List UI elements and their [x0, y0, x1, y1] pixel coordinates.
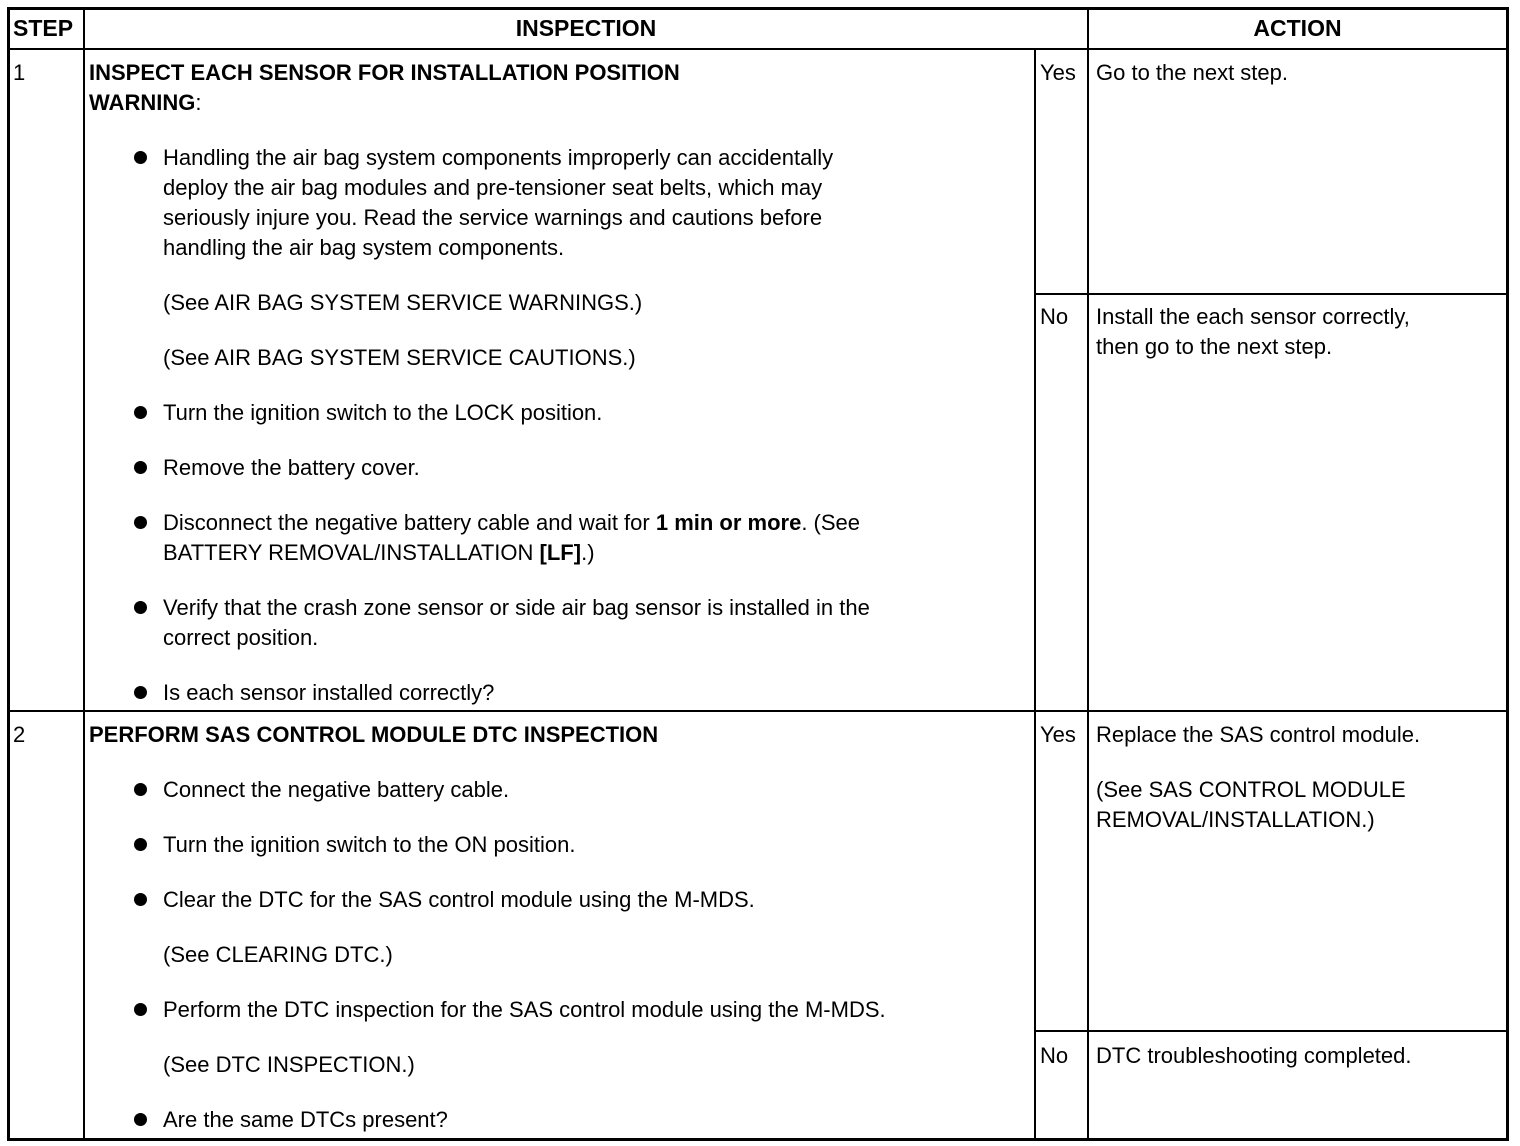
step-divider — [10, 710, 1506, 712]
see-module-link[interactable]: REMOVAL/INSTALLATION.) — [1096, 807, 1375, 832]
instruction-ignition-lock: Turn the ignition switch to the LOCK position. — [163, 400, 603, 425]
step1-yes-no-divider — [1034, 293, 1506, 295]
result-yes: Yes — [1040, 722, 1076, 747]
header-inspection: INSPECTION — [515, 15, 657, 41]
instruction-disconnect-ref[interactable] — [163, 538, 595, 568]
engine-code: [LF] — [539, 540, 582, 565]
instruction-connect: Connect the negative battery cable. — [163, 777, 510, 802]
step-title: PERFORM SAS CONTROL MODULE DTC INSPECTION — [89, 722, 659, 747]
instruction-battery-cover: Remove the battery cover. — [163, 455, 420, 480]
bullet-icon — [134, 601, 147, 614]
disconnect-duration: 1 min or more — [655, 510, 802, 535]
bullet-icon — [134, 406, 147, 419]
action-no: DTC troubleshooting completed. — [1096, 1043, 1412, 1068]
step-number: 1 — [13, 60, 26, 85]
result-no: No — [1040, 1043, 1069, 1068]
disconnect-text: Disconnect the negative battery cable and wait for — [163, 510, 656, 535]
battery-ref-text: BATTERY REMOVAL/INSTALLATION — [163, 540, 540, 565]
see-warnings-link[interactable]: (See AIR BAG SYSTEM SERVICE WARNINGS.) — [163, 290, 643, 315]
warning-suffix: : — [195, 90, 202, 115]
bullet-icon — [134, 461, 147, 474]
instruction-ignition-on: Turn the ignition switch to the ON position. — [163, 832, 576, 857]
step2-yes-no-divider — [1034, 1030, 1506, 1032]
action-yes: Replace the SAS control module. — [1096, 722, 1421, 747]
result-no: No — [1040, 304, 1069, 329]
bullet-icon — [134, 783, 147, 796]
bullet-icon — [134, 686, 147, 699]
step-question: Are the same DTCs present? — [163, 1107, 448, 1132]
warning-heading — [89, 88, 201, 118]
see-module-link[interactable]: (See SAS CONTROL MODULE — [1096, 777, 1406, 802]
bullet-icon — [134, 1003, 147, 1016]
instruction-verify: Verify that the crash zone sensor or side air bag sensor is installed in the — [163, 595, 870, 620]
action-no: then go to the next step. — [1096, 334, 1333, 359]
action-yes: Go to the next step. — [1096, 60, 1289, 85]
instruction-verify: correct position. — [163, 625, 319, 650]
step-number: 2 — [13, 722, 26, 747]
see-cautions-link[interactable]: (See AIR BAG SYSTEM SERVICE CAUTIONS.) — [163, 345, 636, 370]
bullet-icon — [134, 516, 147, 529]
battery-ref-end: .) — [581, 540, 595, 565]
step-column-divider — [83, 10, 85, 1138]
warning-text-line: deploy the air bag modules and pre-tensioner seat belts, which may — [163, 175, 823, 200]
instruction-clear-dtc: Clear the DTC for the SAS control module using the M-MDS. — [163, 887, 755, 912]
step-question: Is each sensor installed correctly? — [163, 680, 495, 705]
instruction-perform-dtc: Perform the DTC inspection for the SAS control module using the M-MDS. — [163, 997, 886, 1022]
bullet-icon — [134, 838, 147, 851]
inspection-column-divider — [1087, 10, 1089, 1138]
header-divider — [10, 48, 1506, 50]
result-column-divider — [1034, 48, 1036, 1138]
step-title: INSPECT EACH SENSOR FOR INSTALLATION POSITION — [89, 60, 680, 85]
warning-text-line: handling the air bag system components. — [163, 235, 565, 260]
warning-label: WARNING — [89, 90, 196, 115]
warning-text-line: Handling the air bag system components improperly can accidentally — [163, 145, 834, 170]
bullet-icon — [134, 893, 147, 906]
instruction-disconnect — [163, 508, 860, 538]
header-action: ACTION — [1253, 15, 1342, 41]
action-no: Install the each sensor correctly, — [1096, 304, 1410, 329]
result-yes: Yes — [1040, 60, 1076, 85]
disconnect-text-end: . (See — [801, 510, 861, 535]
warning-text-line: seriously injure you. Read the service warnings and cautions before — [163, 205, 823, 230]
header-step: STEP — [13, 15, 74, 41]
see-clearing-link[interactable]: (See CLEARING DTC.) — [163, 942, 393, 967]
see-dtc-link[interactable]: (See DTC INSPECTION.) — [163, 1052, 415, 1077]
bullet-icon — [134, 151, 147, 164]
bullet-icon — [134, 1113, 147, 1126]
troubleshooting-table — [7, 7, 1509, 1141]
